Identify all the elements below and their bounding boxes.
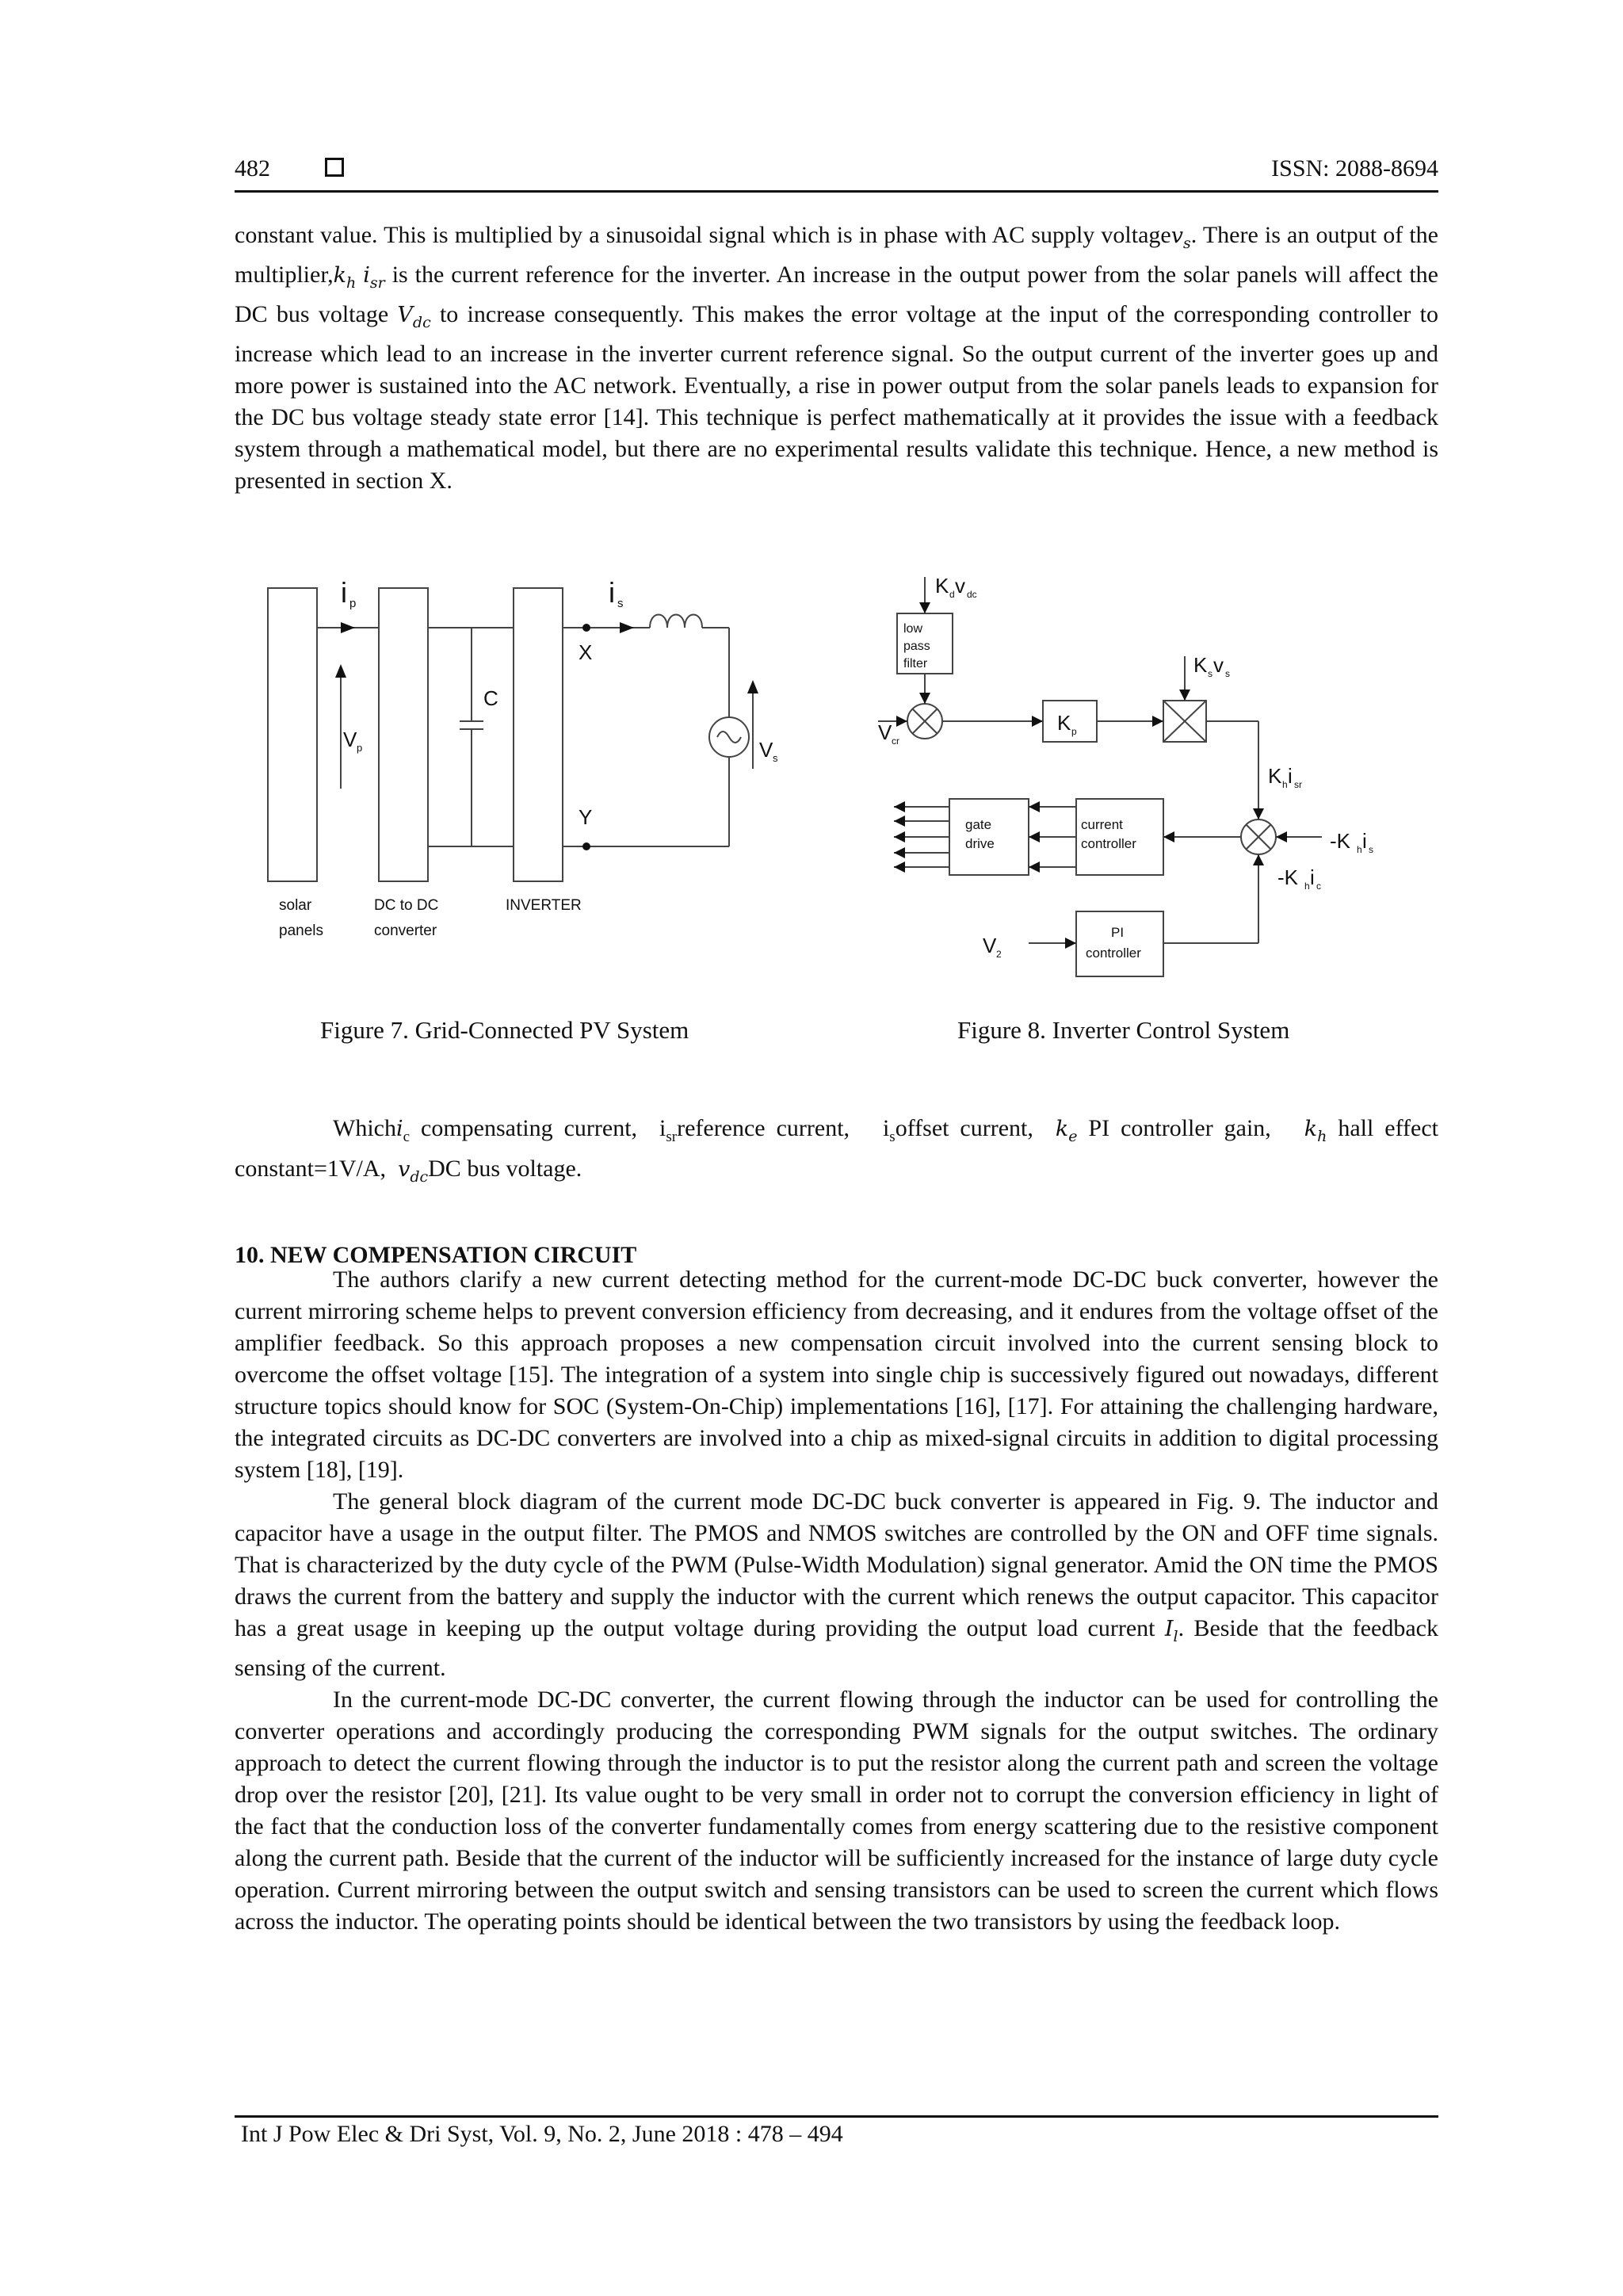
svg-text:i: i <box>1310 865 1315 889</box>
svg-text:s: s <box>617 597 624 610</box>
svg-text:current: current <box>1081 817 1123 832</box>
svg-text:K: K <box>1057 711 1071 735</box>
svg-text:K: K <box>1268 764 1282 788</box>
solar-panel-block <box>268 588 317 881</box>
paragraph-1: constant value. This is multiplied by a sinusoidal signal which is in phase with AC supply voltagev$_s$. There is an output of the $multiplier,k_h$ $i_{sr}$ is the current reference for the inverter. An increase in the output power from the solar panels will affect the DC bus voltage $V_{dc}$ to increase consequently. This makes the error voltage at the input of the corresponding controller to increase which lead to an increase in the inverter current reference signal. So the output current of the inverter goes up and more power is sustained into the AC network. Eventually, a rise in power output from the solar panels leads to expansion for the DC bus voltage steady state error [14]. This technique is perfect mathematically at it provides the issue with a feedback system through a mathematical model, but there are no experimental results validate this technique. Hence, a new method is presented in section X. <box>235 222 1438 494</box>
dcdc-block <box>379 588 428 881</box>
svg-text:V: V <box>343 728 357 751</box>
svg-text:INVERTER: INVERTER <box>506 897 582 914</box>
svg-text:converter: converter <box>374 923 437 939</box>
issn: ISSN: 2088-8694 <box>1271 155 1438 181</box>
svg-text:cr: cr <box>892 735 899 747</box>
svg-text:i: i <box>1288 764 1293 788</box>
svg-text:p: p <box>349 597 357 610</box>
svg-text:v: v <box>955 574 965 598</box>
figure-8-diagram <box>878 569 1417 981</box>
svg-text:p: p <box>1071 726 1077 737</box>
svg-text:i: i <box>341 576 347 609</box>
svg-text:K: K <box>935 574 949 598</box>
svg-text:pass: pass <box>903 640 930 653</box>
svg-text:p: p <box>357 742 363 754</box>
svg-text:DC to DC: DC to DC <box>374 897 439 914</box>
figure-8-caption: Figure 8. Inverter Control System <box>957 1016 1290 1044</box>
section-heading: 10. NEW COMPENSATION CIRCUIT <box>235 1242 637 1268</box>
footer-citation: Int J Pow Elec & Dri Syst, Vol. 9, No. 2, June 2018 : 478 – 494 <box>241 2121 843 2147</box>
inverter-block <box>514 588 563 881</box>
svg-text:V: V <box>983 934 997 957</box>
pi-controller-block <box>1076 911 1163 976</box>
svg-text:X: X <box>579 640 593 664</box>
svg-text:2: 2 <box>996 949 1002 960</box>
variable-legend: Whichi$_c$ compensating current, $i_{sr}reference$ current, $i_soffset$ current, $k_e$ PI controller gain, $k_h$ hall effect constant=1V/A, $v_{dc}DC$ bus voltage. <box>235 1115 1438 1186</box>
svg-text:low: low <box>903 622 923 636</box>
svg-text:d: d <box>949 589 955 600</box>
svg-text:h: h <box>1304 881 1310 892</box>
svg-text:-K: -K <box>1330 829 1350 853</box>
svg-text:s: s <box>1369 844 1373 855</box>
svg-text:drive: drive <box>965 836 995 851</box>
svg-text:s: s <box>773 752 778 764</box>
svg-text:controller: controller <box>1086 946 1141 961</box>
section-paragraph-3: In the current-mode DC-DC converter, the current flowing through the inductor can be used for controlling the converter operations and accordingly producing the corresponding PWM signals for the output switches. The ordinary approach to detect the current flowing through the inductor is to put the resistor along the current path and screen the voltage drop over the resistor [20], [21]. Its value ought to be very small in order not to corrupt the conversion efficiency in light of the fact that the conduction loss of the converter fundamentally comes from energy scattering due to the resistive component along the current path. Beside that the current of the inductor will be sufficiently increased for the instance of large duty cycle operation. Current mirroring between the output switch and sensing transistors can be used to screen the current which flows across the inductor. The operating points should be identical between the two transistors by using the feedback loop. <box>235 1687 1438 1935</box>
svg-text:i: i <box>1362 829 1367 853</box>
svg-text:V: V <box>759 738 773 762</box>
svg-text:solar: solar <box>279 897 312 914</box>
svg-text:PI: PI <box>1111 925 1125 940</box>
svg-text:i: i <box>609 576 615 609</box>
section-paragraph-2: The general block diagram of the current mode DC-DC buck converter is appeared in Fig. 9. The inductor and capacitor have a usage in the output filter. The PMOS and NMOS switches are controlled by the ON and OFF time signals. That is characterized by the duty cycle of the PWM (Pulse-Width Modulation) signal generator. Amid the ON time the PMOS draws the current from the battery and supply the inductor with the current which renews the output capacitor. This capacitor has a great usage in keeping up the output voltage during providing the output load current $I_l$. Beside that the feedback sensing of the current. <box>235 1488 1438 1681</box>
svg-text:dc: dc <box>967 589 977 600</box>
footer-rule <box>235 2115 1438 2118</box>
svg-text:sr: sr <box>1294 779 1302 790</box>
svg-text:filter: filter <box>903 657 928 670</box>
section-body <box>235 1264 1438 1938</box>
page-number: 482 <box>235 155 270 181</box>
svg-text:controller: controller <box>1081 836 1136 851</box>
svg-text:v: v <box>1213 653 1224 677</box>
svg-text:K: K <box>1193 653 1208 677</box>
svg-text:Y: Y <box>579 805 593 829</box>
svg-text:gate: gate <box>965 817 992 832</box>
svg-text:-K: -K <box>1277 865 1298 889</box>
svg-text:V: V <box>878 720 892 744</box>
svg-text:c: c <box>1316 881 1321 892</box>
figure-7-caption: Figure 7. Grid-Connected PV System <box>320 1016 689 1044</box>
svg-text:s: s <box>1208 668 1212 679</box>
header-square-icon <box>325 158 344 177</box>
section-paragraph-1: The authors clarify a new current detecting method for the current-mode DC-DC buck converter, however the current mirroring scheme helps to prevent conversion efficiency from decreasing, and it endures from the voltage offset of the amplifier feedback. So this approach proposes a new compensation circuit involved into the current sensing block to overcome the offset voltage [15]. The integration of a system into single chip is successively figured out nowadays, different structure topics should know for SOC (System-On-Chip) implementations [16], [17]. For attaining the challenging hardware, the integrated circuits as DC-DC converters are involved into a chip as mixed-signal circuits in addition to digital processing system [18], [19]. <box>235 1266 1438 1483</box>
header-rule <box>235 190 1438 193</box>
svg-text:C: C <box>483 686 498 710</box>
svg-text:panels: panels <box>279 923 323 939</box>
svg-text:h: h <box>1282 779 1288 790</box>
svg-text:s: s <box>1225 668 1230 679</box>
svg-text:h: h <box>1357 844 1362 855</box>
figure-7-diagram <box>262 571 778 959</box>
